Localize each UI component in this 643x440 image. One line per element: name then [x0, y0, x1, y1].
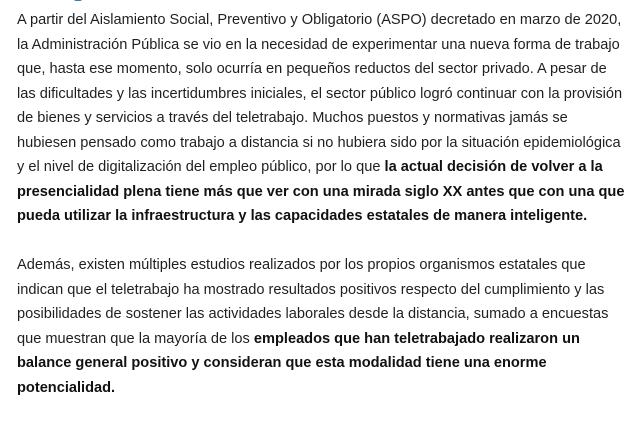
article-body [17, 8, 629, 400]
paragraph-aspo-highlight: la actual decisión de volver a la presencialidad plena tiene más que ver con una mirada siglo XX antes que con una que pueda utilizar la infraestructura y las capacidades estatales de manera inteligente. [17, 159, 625, 224]
paragraph-estudios-text: Además, existen múltiples estudios realizados por los propios organismos estatales que indican que el teletrabajo ha mostrado resultados positivos respecto del cumplimiento y las posibilidades de sostener las actividades laborales desde la distancia, sumado a encuestas que muestran que la mayoría de los [17, 257, 609, 347]
paragraph-estudios [17, 253, 629, 400]
paragraph-aspo [17, 8, 629, 229]
paragraph-estudios-highlight: empleados que han teletrabajado realizaron un balance general positivo y consideran que esta modalidad tiene una enorme potencialidad. [17, 330, 580, 396]
paragraph-aspo-text: A partir del Aislamiento Social, Preventivo y Obligatorio (ASPO) decretado en marzo de 2020, la Administración Pública se vio en la necesidad de experimentar una nueva forma de trabajo que, hasta ese momento, solo ocurría en pequeños reductos del sector privado. A pesar de las dificultades y las incertidumbres iniciales, el sector público logró continuar con la provisión de bienes y servicios a través del teletrabajo. Muchos puestos y normativas jamás se hubiesen pensado como trabajo a distancia si no hubiera sido por la situación epidemiológica y el nivel de digitalización del empleo público, por lo que [17, 12, 623, 175]
cropped-header-fragment [14, 0, 84, 4]
cropped-icon-fragment [74, 0, 82, 1]
